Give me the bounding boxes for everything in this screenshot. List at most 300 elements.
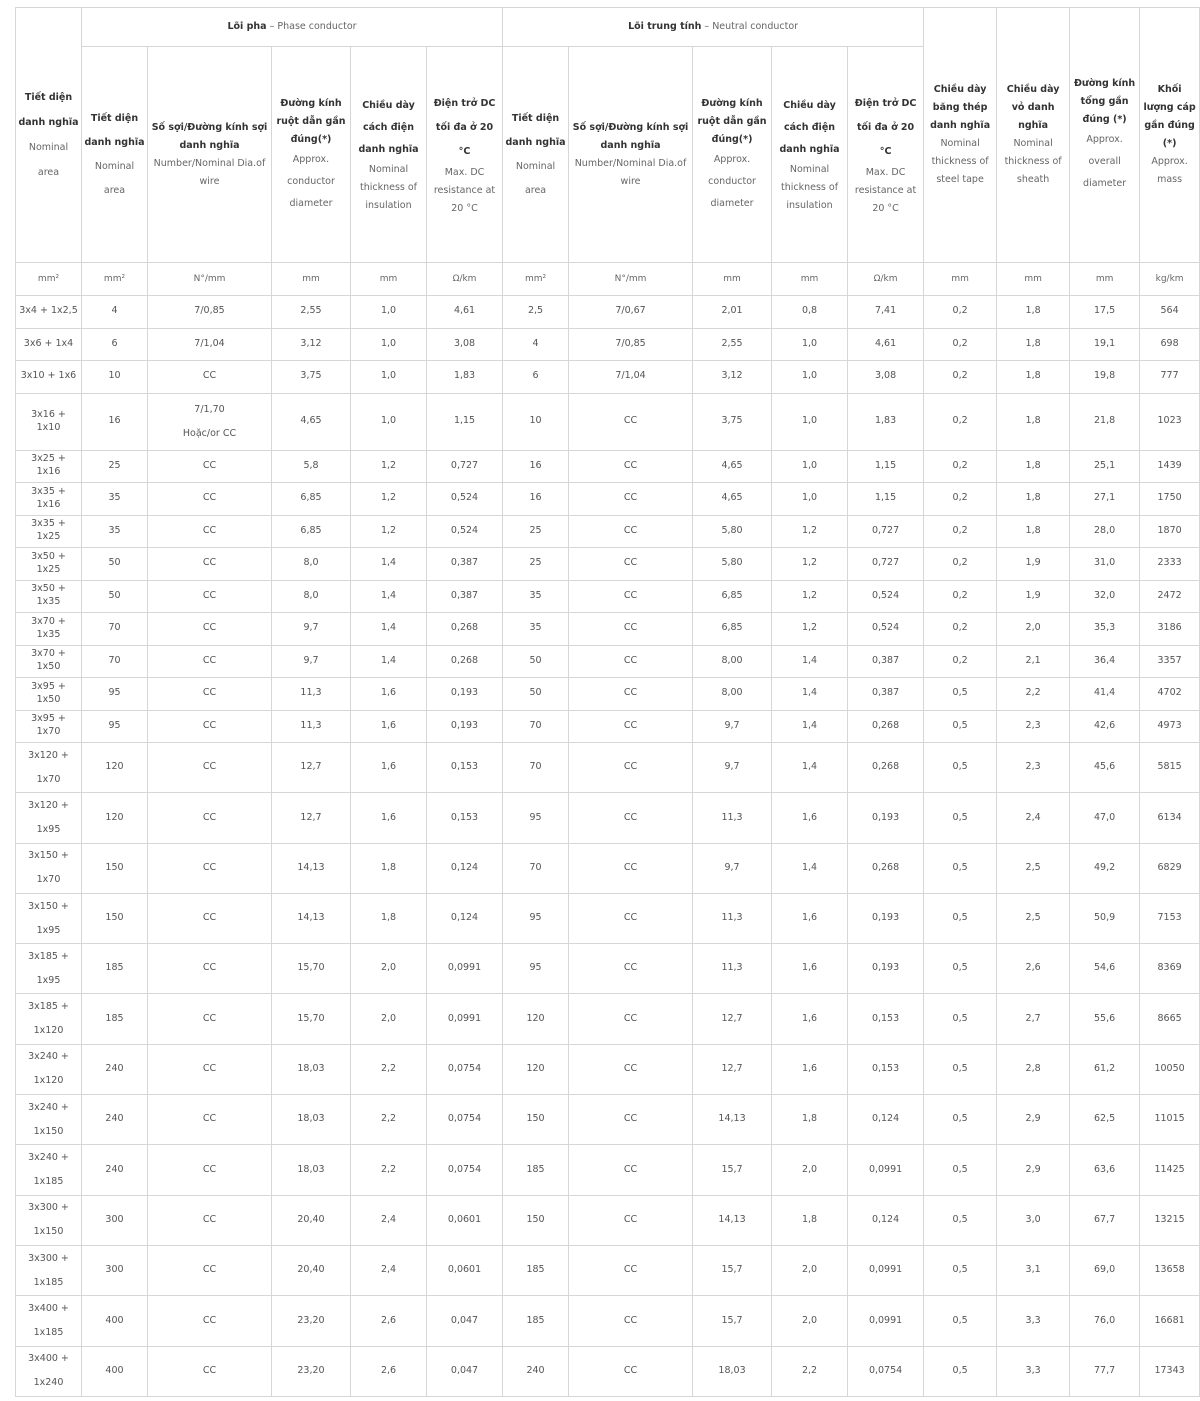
table-row xyxy=(16,743,1200,793)
table-cell: 1,8 xyxy=(997,483,1070,516)
table-cell: 5,80 xyxy=(693,548,772,581)
table-cell: 0,2 xyxy=(924,580,997,613)
cable-designation-cell xyxy=(16,793,82,843)
table-cell: 0,0991 xyxy=(848,1245,924,1295)
cable-designation-part: 3x185 + xyxy=(28,1001,69,1013)
table-cell: 1,6 xyxy=(772,1044,848,1094)
cable-designation-cell: 3x70 + 1x50 xyxy=(16,645,82,678)
table-cell: 1,15 xyxy=(848,450,924,483)
table-cell: 1,6 xyxy=(772,893,848,943)
table-cell: 11,3 xyxy=(693,944,772,994)
table-cell: CC xyxy=(148,361,272,394)
table-row xyxy=(16,1044,1200,1094)
table-cell: 2,2 xyxy=(997,678,1070,711)
table-cell: 0,268 xyxy=(848,843,924,893)
table-cell: CC xyxy=(569,1346,693,1396)
table-cell: CC xyxy=(569,1245,693,1295)
cable-designation-part: 1x185 xyxy=(33,1276,64,1288)
table-cell: 2,2 xyxy=(351,1095,427,1145)
table-cell: 6,85 xyxy=(693,613,772,646)
table-cell: 0,268 xyxy=(848,743,924,793)
table-cell: 1,0 xyxy=(772,450,848,483)
phase-wire-header: Số sợi/Đường kính sợi danh nghĩa Number/Nominal Dia.of wire xyxy=(148,47,272,263)
table-cell: 69,0 xyxy=(1070,1245,1140,1295)
table-cell: 0,387 xyxy=(427,580,503,613)
table-cell: 1,6 xyxy=(772,944,848,994)
table-row xyxy=(16,944,1200,994)
unit-cell: mm xyxy=(997,263,1070,296)
table-cell: 240 xyxy=(82,1145,148,1195)
table-cell: 20,40 xyxy=(272,1195,351,1245)
table-cell: CC xyxy=(569,893,693,943)
table-cell: 4702 xyxy=(1140,678,1200,711)
table-cell: 0,5 xyxy=(924,843,997,893)
table-cell: 0,2 xyxy=(924,393,997,450)
table-cell: 6,85 xyxy=(272,483,351,516)
table-cell: 0,5 xyxy=(924,893,997,943)
table-cell: 0,524 xyxy=(427,483,503,516)
table-cell: CC xyxy=(569,710,693,743)
table-cell: CC xyxy=(569,944,693,994)
table-cell: 19,1 xyxy=(1070,328,1140,361)
table-cell: CC xyxy=(148,580,272,613)
table-cell: 150 xyxy=(503,1195,569,1245)
table-row xyxy=(16,793,1200,843)
table-cell: 1,4 xyxy=(772,843,848,893)
table-cell: 7153 xyxy=(1140,893,1200,943)
table-cell: 62,5 xyxy=(1070,1095,1140,1145)
cable-designation-part: 1x150 xyxy=(33,1226,64,1238)
unit-cell: N°/mm xyxy=(148,263,272,296)
table-cell: 1,6 xyxy=(772,793,848,843)
cable-designation-part: 1x70 xyxy=(36,874,61,886)
table-cell: CC xyxy=(569,483,693,516)
table-cell: 4973 xyxy=(1140,710,1200,743)
table-cell: 63,6 xyxy=(1070,1145,1140,1195)
table-cell: 19,8 xyxy=(1070,361,1140,394)
table-row xyxy=(16,515,1200,548)
table-cell: 1,2 xyxy=(351,450,427,483)
cable-designation-part: 1x95 xyxy=(36,924,61,936)
table-cell: 1,6 xyxy=(351,793,427,843)
table-cell: 400 xyxy=(82,1346,148,1396)
table-row xyxy=(16,613,1200,646)
table-cell: CC xyxy=(148,1044,272,1094)
table-cell: 1,6 xyxy=(772,994,848,1044)
table-cell: 50,9 xyxy=(1070,893,1140,943)
table-cell: CC xyxy=(569,1145,693,1195)
unit-cell: N°/mm xyxy=(569,263,693,296)
table-cell: 0,727 xyxy=(848,548,924,581)
table-cell: 2,3 xyxy=(997,743,1070,793)
table-cell: 0,0754 xyxy=(848,1346,924,1396)
table-cell: 185 xyxy=(82,994,148,1044)
cable-designation-part: 1x150 xyxy=(33,1125,64,1137)
table-cell: 15,70 xyxy=(272,944,351,994)
table-cell: 11,3 xyxy=(693,793,772,843)
table-cell: 2,0 xyxy=(772,1296,848,1346)
table-cell: 2,4 xyxy=(351,1195,427,1245)
table-cell: 95 xyxy=(82,710,148,743)
cable-designation-part: 3x185 + xyxy=(28,950,69,962)
cable-designation-cell xyxy=(16,1145,82,1195)
table-cell: 25 xyxy=(503,515,569,548)
table-cell: 0,2 xyxy=(924,645,997,678)
unit-cell: mm² xyxy=(503,263,569,296)
cable-designation-part: 1x70 xyxy=(36,773,61,785)
table-row xyxy=(16,328,1200,361)
table-cell: 185 xyxy=(503,1296,569,1346)
table-cell: CC xyxy=(148,678,272,711)
table-cell: CC xyxy=(148,743,272,793)
table-cell: 8369 xyxy=(1140,944,1200,994)
table-cell: 2,4 xyxy=(351,1245,427,1295)
table-cell: 2,5 xyxy=(503,296,569,329)
table-cell: 1,2 xyxy=(351,515,427,548)
table-cell: 185 xyxy=(503,1145,569,1195)
table-cell: 25,1 xyxy=(1070,450,1140,483)
table-cell: 54,6 xyxy=(1070,944,1140,994)
phase-area-header: Tiết diện danh nghĩa Nominal area xyxy=(82,47,148,263)
unit-cell: mm xyxy=(693,263,772,296)
table-cell: 0,2 xyxy=(924,548,997,581)
table-cell: 9,7 xyxy=(693,743,772,793)
unit-cell: mm xyxy=(272,263,351,296)
table-cell: 0,5 xyxy=(924,743,997,793)
table-row xyxy=(16,548,1200,581)
table-cell: 13215 xyxy=(1140,1195,1200,1245)
table-row xyxy=(16,710,1200,743)
table-cell: 49,2 xyxy=(1070,843,1140,893)
table-cell: CC xyxy=(569,793,693,843)
table-cell: 5,8 xyxy=(272,450,351,483)
table-cell: 2,6 xyxy=(997,944,1070,994)
table-cell: 1,8 xyxy=(351,893,427,943)
table-cell: 3,12 xyxy=(272,328,351,361)
cable-designation-cell: 3x35 + 1x16 xyxy=(16,483,82,516)
table-cell: 0,153 xyxy=(427,743,503,793)
table-cell: CC xyxy=(148,893,272,943)
table-cell: 0,727 xyxy=(848,515,924,548)
table-cell: 2,4 xyxy=(997,793,1070,843)
table-cell: 16 xyxy=(82,393,148,450)
table-cell: 7/0,85 xyxy=(148,296,272,329)
cable-designation-cell: 3x95 + 1x50 xyxy=(16,678,82,711)
table-row xyxy=(16,450,1200,483)
table-cell: 1,4 xyxy=(351,580,427,613)
table-cell: 3,0 xyxy=(997,1195,1070,1245)
table-cell: 1,0 xyxy=(351,393,427,450)
table-cell: CC xyxy=(569,743,693,793)
table-cell: 18,03 xyxy=(272,1145,351,1195)
table-cell: 0,5 xyxy=(924,944,997,994)
table-cell: 1,4 xyxy=(351,613,427,646)
steel-tape-header: Chiều dày băng thép danh nghĩa Nominal thickness of steel tape xyxy=(924,8,997,263)
table-cell: 4,61 xyxy=(427,296,503,329)
table-cell: 7/1,04 xyxy=(569,361,693,394)
table-cell: 120 xyxy=(82,793,148,843)
table-cell: 32,0 xyxy=(1070,580,1140,613)
table-cell: 0,727 xyxy=(427,450,503,483)
table-cell: 12,7 xyxy=(272,743,351,793)
table-cell: 41,4 xyxy=(1070,678,1140,711)
table-cell: 28,0 xyxy=(1070,515,1140,548)
table-cell: 0,0991 xyxy=(427,944,503,994)
cable-designation-part: 1x95 xyxy=(36,823,61,835)
table-cell: 11,3 xyxy=(272,710,351,743)
table-cell: 3,12 xyxy=(693,361,772,394)
table-cell: 400 xyxy=(82,1296,148,1346)
table-cell: 1,6 xyxy=(351,743,427,793)
table-cell: 55,6 xyxy=(1070,994,1140,1044)
table-cell: 0,387 xyxy=(427,548,503,581)
table-cell: 300 xyxy=(82,1245,148,1295)
table-cell: 1,15 xyxy=(848,483,924,516)
table-cell: 240 xyxy=(503,1346,569,1396)
table-cell: 0,193 xyxy=(848,944,924,994)
table-cell: 14,13 xyxy=(693,1095,772,1145)
cable-designation-part: 1x95 xyxy=(36,974,61,986)
cable-designation-cell xyxy=(16,1044,82,1094)
table-cell: 16 xyxy=(503,450,569,483)
phase-diameter-header: Đường kính ruột dẫn gần đúng(*) Approx. conductor diameter xyxy=(272,47,351,263)
table-row xyxy=(16,393,1200,450)
table-cell: 70 xyxy=(503,743,569,793)
table-cell: 1,2 xyxy=(772,515,848,548)
table-cell: CC xyxy=(148,1095,272,1145)
table-cell: 150 xyxy=(503,1095,569,1145)
table-cell: 2,6 xyxy=(351,1296,427,1346)
table-cell: 9,7 xyxy=(693,710,772,743)
table-cell: CC xyxy=(569,994,693,1044)
table-cell: 50 xyxy=(82,548,148,581)
cable-designation-part: 3x240 + xyxy=(28,1051,69,1063)
table-cell: 0,5 xyxy=(924,1044,997,1094)
table-cell: 95 xyxy=(503,793,569,843)
cable-designation-cell xyxy=(16,1245,82,1295)
table-cell: 35 xyxy=(503,613,569,646)
table-row xyxy=(16,483,1200,516)
table-cell: 564 xyxy=(1140,296,1200,329)
table-cell: 3186 xyxy=(1140,613,1200,646)
table-cell: 185 xyxy=(503,1245,569,1295)
cable-designation-cell xyxy=(16,843,82,893)
table-cell: 7/0,67 xyxy=(569,296,693,329)
table-cell: 0,5 xyxy=(924,1346,997,1396)
table-cell: 70 xyxy=(82,645,148,678)
cable-designation-cell: 3x35 + 1x25 xyxy=(16,515,82,548)
table-cell: 1023 xyxy=(1140,393,1200,450)
table-cell: 120 xyxy=(82,743,148,793)
table-cell: 2,9 xyxy=(997,1095,1070,1145)
phase-resistance-header: Điện trở DC tối đa ở 20 °C Max. DC resistance at 20 °C xyxy=(427,47,503,263)
table-cell: 1,4 xyxy=(351,548,427,581)
cable-designation-cell: 3x70 + 1x35 xyxy=(16,613,82,646)
table-row xyxy=(16,1346,1200,1396)
table-cell: CC xyxy=(148,1145,272,1195)
cable-designation-cell xyxy=(16,994,82,1044)
table-row xyxy=(16,296,1200,329)
table-cell: 7,41 xyxy=(848,296,924,329)
table-cell xyxy=(148,393,272,450)
table-cell: 9,7 xyxy=(272,613,351,646)
unit-cell: mm xyxy=(1070,263,1140,296)
table-cell: 2,0 xyxy=(772,1145,848,1195)
table-cell: 9,7 xyxy=(272,645,351,678)
unit-cell: Ω/km xyxy=(848,263,924,296)
table-cell: 0,0991 xyxy=(848,1145,924,1195)
table-cell: CC xyxy=(569,580,693,613)
table-cell: 6,85 xyxy=(272,515,351,548)
table-cell: 50 xyxy=(503,645,569,678)
table-cell: 10 xyxy=(82,361,148,394)
table-cell: 45,6 xyxy=(1070,743,1140,793)
table-cell: 1,83 xyxy=(848,393,924,450)
table-cell: 0,153 xyxy=(848,994,924,1044)
table-cell: CC xyxy=(148,1195,272,1245)
table-cell: 0,0601 xyxy=(427,1245,503,1295)
table-cell: 2,0 xyxy=(351,944,427,994)
unit-cell: mm xyxy=(924,263,997,296)
table-cell: 240 xyxy=(82,1095,148,1145)
table-cell: 1,0 xyxy=(351,296,427,329)
table-cell: 67,7 xyxy=(1070,1195,1140,1245)
table-cell: 1,2 xyxy=(772,548,848,581)
table-cell: 300 xyxy=(82,1195,148,1245)
table-row xyxy=(16,893,1200,943)
table-cell: 1870 xyxy=(1140,515,1200,548)
table-cell: 5,80 xyxy=(693,515,772,548)
table-cell: 1,2 xyxy=(772,613,848,646)
table-cell: 2,0 xyxy=(351,994,427,1044)
table-cell: 21,8 xyxy=(1070,393,1140,450)
table-cell: 7/1,04 xyxy=(148,328,272,361)
table-cell: 1,0 xyxy=(772,361,848,394)
table-cell: 0,2 xyxy=(924,450,997,483)
table-row xyxy=(16,678,1200,711)
neutral-wire-header: Số sợi/Đường kính sợi danh nghĩa Number/Nominal Dia.of wire xyxy=(569,47,693,263)
table-cell: 185 xyxy=(82,944,148,994)
cable-designation-part: 3x300 + xyxy=(28,1252,69,1264)
table-row xyxy=(16,1095,1200,1145)
cable-designation-cell: 3x16 + 1x10 xyxy=(16,393,82,450)
unit-cell: mm² xyxy=(16,263,82,296)
table-cell: 1,15 xyxy=(427,393,503,450)
table-cell: 1,9 xyxy=(997,548,1070,581)
table-cell: 2,2 xyxy=(351,1044,427,1094)
table-row xyxy=(16,1195,1200,1245)
table-cell: 2,0 xyxy=(772,1245,848,1295)
cable-designation-part: 3x120 + xyxy=(28,749,69,761)
table-cell: CC xyxy=(569,1195,693,1245)
table-cell: 18,03 xyxy=(272,1044,351,1094)
table-cell: 2,55 xyxy=(693,328,772,361)
table-cell: CC xyxy=(569,1044,693,1094)
table-cell: CC xyxy=(148,515,272,548)
cable-designation-part: 3x400 + xyxy=(28,1302,69,1314)
table-cell: 0,124 xyxy=(427,893,503,943)
units-row xyxy=(16,263,1200,296)
table-cell: 0,193 xyxy=(427,678,503,711)
table-cell: 150 xyxy=(82,843,148,893)
table-cell: 15,7 xyxy=(693,1245,772,1295)
table-cell: CC xyxy=(148,843,272,893)
table-cell: 0,5 xyxy=(924,793,997,843)
table-cell: 0,047 xyxy=(427,1296,503,1346)
table-cell: 3,3 xyxy=(997,1296,1070,1346)
table-cell: 120 xyxy=(503,1044,569,1094)
cable-designation-cell xyxy=(16,1095,82,1145)
table-cell: 0,2 xyxy=(924,296,997,329)
table-cell: 0,8 xyxy=(772,296,848,329)
table-cell: 2,5 xyxy=(997,893,1070,943)
table-cell: 47,0 xyxy=(1070,793,1140,843)
table-cell: 2,2 xyxy=(772,1346,848,1396)
table-cell: 1,6 xyxy=(351,710,427,743)
table-cell: 4 xyxy=(82,296,148,329)
unit-cell: mm xyxy=(772,263,848,296)
table-cell: 1,8 xyxy=(997,296,1070,329)
table-cell: CC xyxy=(148,944,272,994)
table-cell: 13658 xyxy=(1140,1245,1200,1295)
table-cell: 17,5 xyxy=(1070,296,1140,329)
table-cell: 0,0991 xyxy=(848,1296,924,1346)
table-cell: 0,0601 xyxy=(427,1195,503,1245)
nominal-area-header: Tiết diện danh nghĩa Nominal area xyxy=(16,8,82,263)
table-row xyxy=(16,361,1200,394)
table-cell: 95 xyxy=(82,678,148,711)
table-cell: CC xyxy=(148,645,272,678)
table-cell: 14,13 xyxy=(693,1195,772,1245)
table-cell: 1439 xyxy=(1140,450,1200,483)
table-cell: 0,2 xyxy=(924,361,997,394)
cable-designation-cell xyxy=(16,944,82,994)
table-cell: 0,268 xyxy=(848,710,924,743)
table-cell: CC xyxy=(148,548,272,581)
table-cell: 1,8 xyxy=(997,328,1070,361)
table-cell: 20,40 xyxy=(272,1245,351,1295)
cable-designation-part: 3x240 + xyxy=(28,1101,69,1113)
table-cell: 35 xyxy=(82,515,148,548)
cable-designation-part: 1x120 xyxy=(33,1075,64,1087)
table-cell: CC xyxy=(569,548,693,581)
table-cell: 70 xyxy=(503,843,569,893)
cable-designation-cell: 3x50 + 1x35 xyxy=(16,580,82,613)
table-cell: 10050 xyxy=(1140,1044,1200,1094)
table-cell: 0,2 xyxy=(924,613,997,646)
table-cell: 6 xyxy=(503,361,569,394)
table-cell: 4,65 xyxy=(272,393,351,450)
table-row xyxy=(16,1245,1200,1295)
table-cell: 1,8 xyxy=(772,1095,848,1145)
table-cell: 1,8 xyxy=(351,843,427,893)
table-cell: 0,0991 xyxy=(427,994,503,1044)
table-cell: CC xyxy=(569,450,693,483)
table-row xyxy=(16,1145,1200,1195)
table-cell: 31,0 xyxy=(1070,548,1140,581)
table-cell: 0,5 xyxy=(924,1296,997,1346)
cable-designation-part: 3x120 + xyxy=(28,799,69,811)
table-cell: 0,524 xyxy=(427,515,503,548)
table-cell: 3,75 xyxy=(693,393,772,450)
table-cell: 8,00 xyxy=(693,645,772,678)
unit-cell: mm² xyxy=(82,263,148,296)
table-cell: 0,5 xyxy=(924,1195,997,1245)
table-cell: CC xyxy=(569,515,693,548)
table-cell: 27,1 xyxy=(1070,483,1140,516)
table-cell: 23,20 xyxy=(272,1296,351,1346)
table-cell: 11,3 xyxy=(693,893,772,943)
